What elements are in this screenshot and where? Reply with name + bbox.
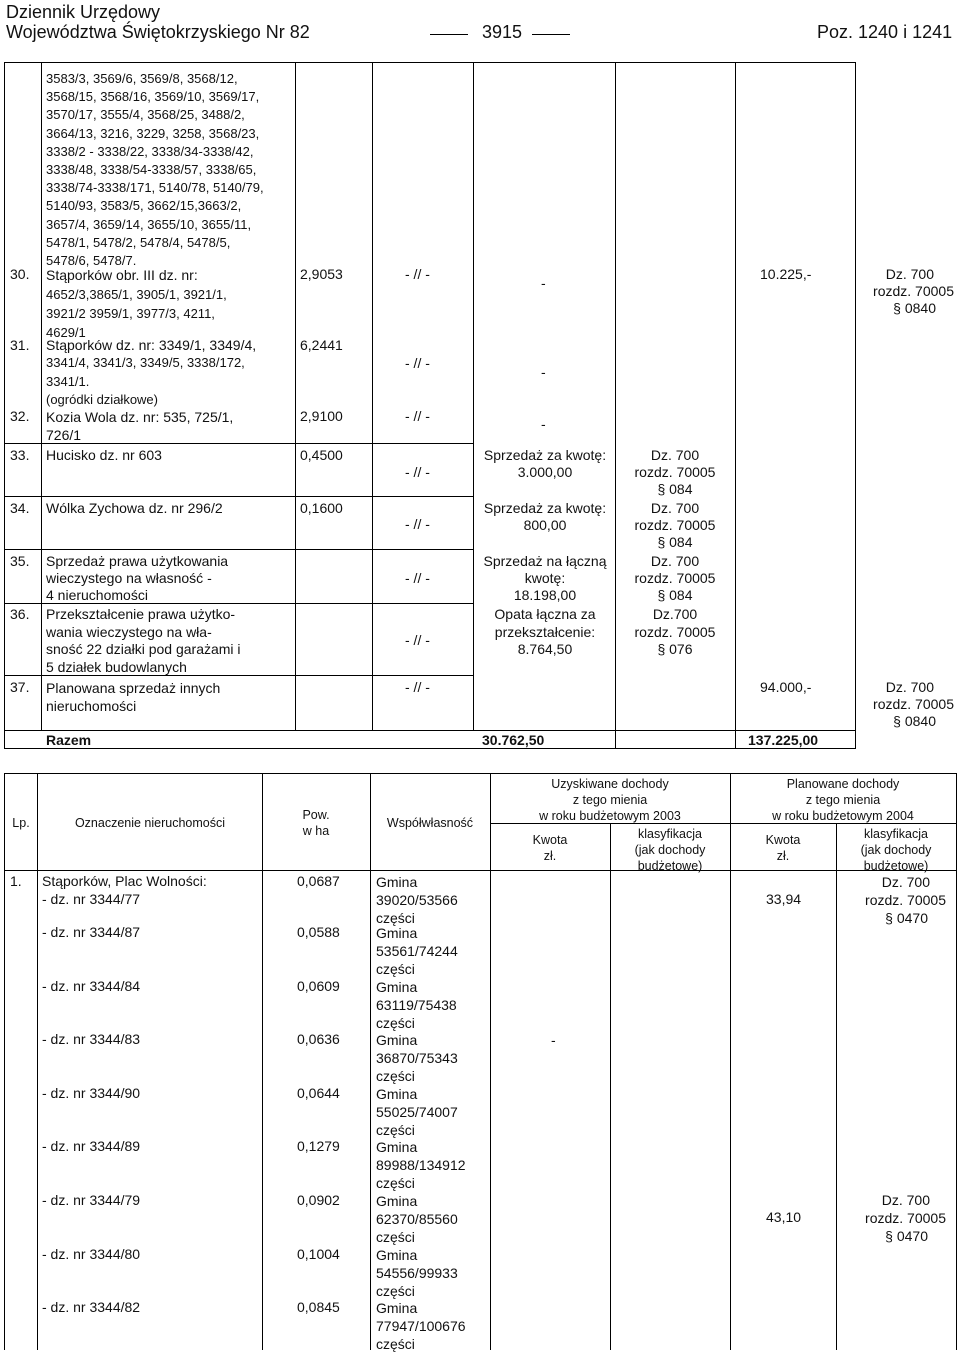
- planned-classification: Dz. 700 rozdz. 70005 § 0470: [865, 1192, 946, 1244]
- row-description: Wólka Zychowa dz. nr 296/2: [46, 500, 223, 516]
- parcel-name: - dz. nr 3344/84: [42, 978, 141, 994]
- row-share: - // -: [405, 632, 430, 648]
- parcel-area: 0,0902: [297, 1192, 340, 1208]
- planned-amount: 43,10: [766, 1209, 802, 1225]
- header-current-income: Uzyskiwane dochody z tego mienia w roku budżetowym 2003: [539, 777, 681, 823]
- planned-amount: 33,94: [766, 891, 802, 907]
- row-description: Planowana sprzedaż innych nieruchomości: [46, 680, 221, 714]
- parcel-name: - dz. nr 3344/77: [42, 891, 141, 907]
- row-share: - // -: [405, 464, 430, 480]
- page-dash-right: [532, 34, 570, 35]
- row-share: - // -: [405, 355, 430, 371]
- row-description: Przekształcenie prawa użytko- wania wieczystego na wła- sność 22 działki pod garażami i 5 działek budowlanych: [46, 606, 241, 675]
- row-number: 31.: [10, 337, 30, 353]
- row-classification: Dz. 700 rozdz. 70005 § 084: [634, 500, 716, 550]
- group-number: 1.: [10, 873, 22, 889]
- total-current-sum: 30.762,50: [482, 732, 545, 748]
- parcel-area: 0,0609: [297, 978, 340, 994]
- header-current-classification: klasyfikacja (jak dochody budżetowe): [634, 827, 706, 873]
- row-number: 32.: [10, 408, 30, 424]
- page-dash-left: [430, 34, 468, 35]
- row-classification: Dz. 700 rozdz. 70005 § 084: [634, 447, 716, 497]
- list-item: 3583/3, 3569/6, 3569/8, 3568/12,: [46, 71, 238, 86]
- parcel-ownership: Gmina 89988/134912 części: [376, 1139, 466, 1191]
- row-sale: Opata łączna za przekształcenie: 8.764,50: [494, 606, 596, 657]
- total-planned-sum: 137.225,00: [748, 732, 819, 748]
- list-item: 3570/17, 3555/4, 3568/25, 3488/2,: [46, 107, 245, 123]
- row-classification: Dz. 700 rozdz. 70005 § 084: [634, 553, 716, 603]
- parcel-name: - dz. nr 3344/90: [42, 1085, 141, 1101]
- row-description: Kozia Wola dz. nr: 535, 725/1, 726/1: [46, 409, 234, 443]
- parcel-area: 0,0644: [297, 1085, 340, 1101]
- row-classification: Dz. 700 rozdz. 70005 § 0840: [873, 266, 954, 316]
- parcel-ownership: Gmina 39020/53566 części: [376, 874, 458, 926]
- row-description: Stąporków dz. nr: 3349/1, 3349/4, 3341/4, 3341/3, 3349/5, 3338/172, 3341/1. (ogródki działkowe): [46, 337, 257, 407]
- row-description: Hucisko dz. nr 603: [46, 447, 162, 463]
- row-area: 0,4500: [300, 447, 343, 463]
- list-item: 3338/48, 3338/54-3338/57, 3338/65,: [46, 162, 257, 178]
- header-name: Oznaczenie nieruchomości: [74, 816, 226, 830]
- position-number: Poz. 1240 i 1241: [817, 22, 953, 42]
- parcel-name: - dz. nr 3344/87: [42, 924, 141, 940]
- header-planned-amount: Kwota zł.: [765, 833, 801, 863]
- group-title: Stąporków, Plac Wolności:: [42, 873, 207, 889]
- row-classification: Dz.700 rozdz. 70005 § 076: [634, 606, 716, 657]
- row-dash: -: [541, 416, 546, 432]
- total-label: Razem: [46, 732, 92, 748]
- row-number: 33.: [10, 447, 30, 463]
- row-sale: Sprzedaż na łączną kwotę: 18.198,00: [483, 553, 607, 603]
- row-amount: 10.225,-: [760, 266, 812, 282]
- page-number: 3915: [482, 22, 523, 42]
- row-share: - // -: [405, 570, 430, 586]
- row-share: - // -: [405, 408, 430, 424]
- issuer-title: Województwa Świętokrzyskiego Nr 82: [6, 22, 310, 42]
- list-item: 3664/13, 3216, 3229, 3258, 3568/23,: [46, 125, 260, 141]
- row-number: 34.: [10, 500, 30, 516]
- parcel-ownership: Gmina 55025/74007 części: [376, 1086, 458, 1138]
- row-share: - // -: [405, 516, 430, 532]
- row-description: Sprzedaż prawa użytkowania wieczystego na własność - 4 nieruchomości: [46, 553, 229, 603]
- parcel-area: 0,1279: [297, 1138, 340, 1154]
- parcel-area: 0,0636: [297, 1031, 340, 1047]
- header-current-amount: Kwota zł.: [532, 833, 568, 863]
- row-sale: Sprzedaż za kwotę: 800,00: [483, 500, 607, 533]
- list-item: 5140/93, 3583/5, 3662/15,3663/2,: [46, 198, 242, 214]
- parcel-name: - dz. nr 3344/79: [42, 1192, 141, 1208]
- row-amount: 94.000,-: [760, 679, 812, 695]
- parcel-name: - dz. nr 3344/89: [42, 1138, 141, 1154]
- parcel-name: - dz. nr 3344/80: [42, 1246, 141, 1262]
- parcel-ownership: Gmina 53561/74244 części: [376, 925, 458, 977]
- row-dash: -: [541, 364, 546, 380]
- parcel-area: 0,0588: [297, 924, 340, 940]
- row-share: - // -: [405, 679, 430, 695]
- header-planned-income: Planowane dochody z tego mienia w roku budżetowym 2004: [772, 777, 914, 823]
- list-item: 5478/6, 5478/7.: [46, 253, 137, 269]
- parcel-area: 0,0687: [297, 873, 340, 889]
- row-area: 2,9053: [300, 266, 343, 282]
- parcel-name: - dz. nr 3344/82: [42, 1299, 141, 1315]
- parcel-area: 0,1004: [297, 1246, 340, 1262]
- row-number: 35.: [10, 553, 30, 569]
- row-area: 2,9100: [300, 408, 343, 424]
- header-ownership: Współwłasność: [386, 816, 474, 830]
- list-item: 5478/1, 5478/2, 5478/4, 5478/5,: [46, 234, 231, 250]
- row-classification: Dz. 700 rozdz. 70005 § 0840: [873, 679, 954, 729]
- list-item: 3338/74-3338/171, 5140/78, 5140/79,: [46, 180, 264, 196]
- parcel-continuation-list: [46, 70, 264, 270]
- list-item: 3568/15, 3568/16, 3569/10, 3569/17,: [46, 89, 260, 105]
- row-sale: Sprzedaż za kwotę: 3.000,00: [483, 447, 607, 480]
- row-number: 36.: [10, 606, 30, 622]
- header-planned-classification: klasyfikacja (jak dochody budżetowe): [860, 827, 932, 873]
- row-share: - // -: [405, 266, 430, 282]
- row-dash: -: [541, 275, 546, 291]
- header-lp: Lp.: [12, 816, 30, 830]
- parcel-ownership: Gmina 77947/100676 części: [376, 1300, 466, 1352]
- row-area: 0,1600: [300, 500, 343, 516]
- header-area: Pow. w ha: [302, 808, 330, 838]
- parcel-ownership: Gmina 63119/75438 części: [376, 979, 457, 1031]
- row-description: Stąporków obr. III dz. nr: 4652/3,3865/1, 3905/1, 3921/1, 3921/2 3959/1, 3977/3, 4211, 4629/1: [46, 267, 227, 340]
- planned-classification: Dz. 700 rozdz. 70005 § 0470: [865, 874, 946, 926]
- parcel-ownership: Gmina 62370/85560 części: [376, 1193, 458, 1245]
- parcel-area: 0,0845: [297, 1299, 340, 1315]
- list-item: 3657/4, 3659/14, 3655/10, 3655/11,: [46, 216, 252, 232]
- journal-title: Dziennik Urzędowy: [6, 2, 161, 22]
- parcel-name: - dz. nr 3344/83: [42, 1031, 141, 1047]
- list-item: 3338/2 - 3338/22, 3338/34-3338/42,: [46, 143, 254, 159]
- parcel-ownership: Gmina 54556/99933 części: [376, 1247, 458, 1299]
- current-income-dash: -: [551, 1032, 556, 1048]
- row-number: 37.: [10, 679, 30, 695]
- parcel-ownership: Gmina 36870/75343 części: [376, 1032, 458, 1084]
- row-area: 6,2441: [300, 337, 343, 353]
- row-number: 30.: [10, 266, 30, 282]
